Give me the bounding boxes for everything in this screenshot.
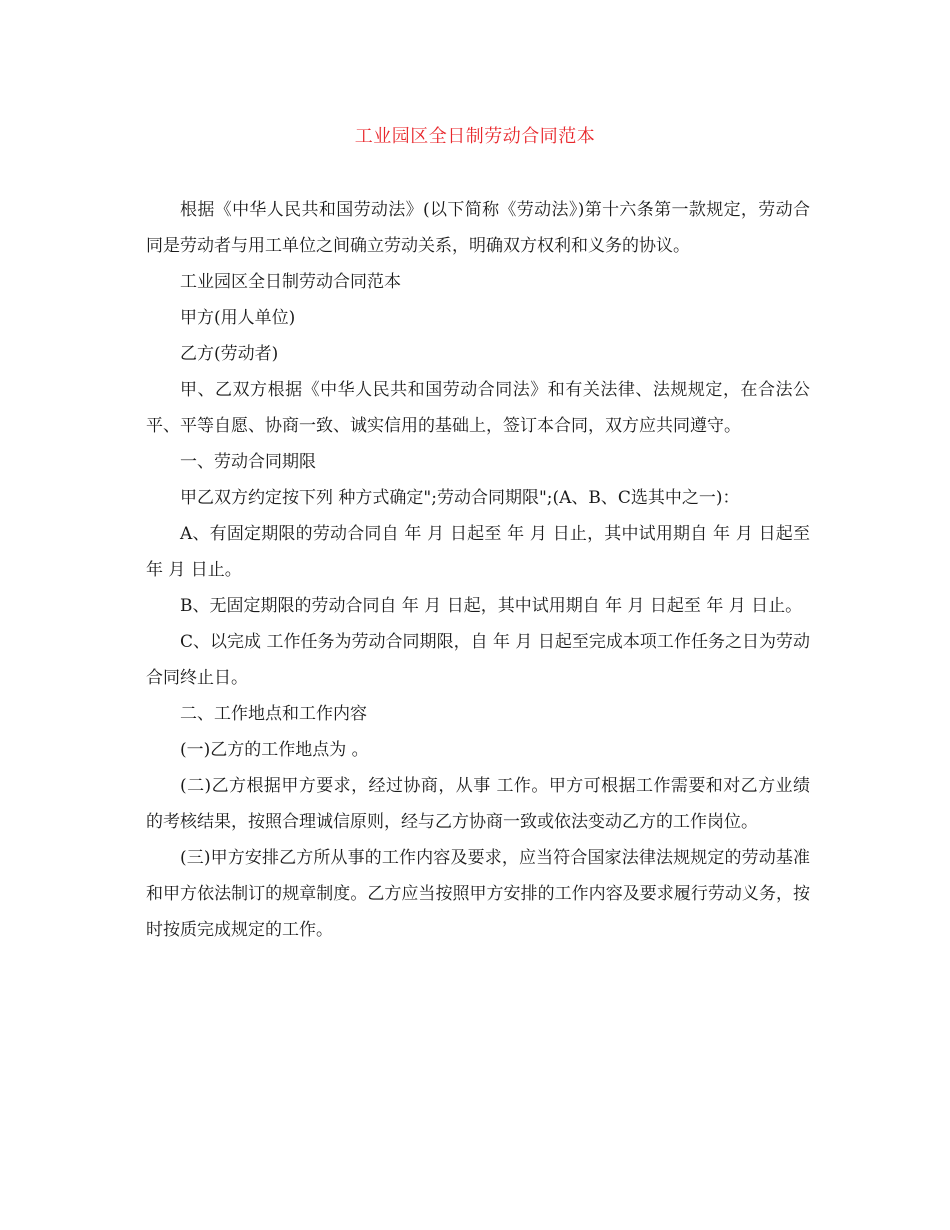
paragraph-agreement: 甲、乙双方根据《中华人民共和国劳动合同法》和有关法律、法规规定，在合法公平、平等自愿、协商一致、诚实信用的基础上，签订本合同，双方应共同遵守。 <box>146 380 810 436</box>
paragraph-party-b: 乙方(劳动者) <box>180 344 279 364</box>
paragraph-work-location: (一)乙方的工作地点为 。 <box>180 740 369 760</box>
paragraph-work-requirements: (三)甲方安排乙方所从事的工作内容及要求，应当符合国家法律法规规定的劳动基准和甲方依法制订的规章制度。乙方应当按照甲方安排的工作内容及要求履行劳动义务，按时按质完成规定的工作。 <box>146 848 810 940</box>
paragraph-term-c: C、以完成 工作任务为劳动合同期限，自 年 月 日起至完成本项工作任务之日为劳动合同终止日。 <box>146 632 810 688</box>
document-body <box>146 192 810 948</box>
paragraph-term-a: A、有固定期限的劳动合同自 年 月 日起至 年 月 日止，其中试用期自 年 月 日起至 年 月 日止。 <box>146 524 810 580</box>
paragraph-party-a: 甲方(用人单位) <box>180 308 296 328</box>
paragraph-work-duty: (二)乙方根据甲方要求，经过协商，从事 工作。甲方可根据工作需要和对乙方业绩的考核结果，按照合理诚信原则，经与乙方协商一致或依法变动乙方的工作岗位。 <box>146 776 810 832</box>
paragraph-intro: 根据《中华人民共和国劳动法》(以下简称《劳动法》)第十六条第一款规定，劳动合同是劳动者与用工单位之间确立劳动关系，明确双方权利和义务的协议。 <box>146 200 810 256</box>
section-heading-term: 一、劳动合同期限 <box>180 452 316 472</box>
paragraph-term-method: 甲乙双方约定按下列 种方式确定";劳动合同期限";(A、B、C选其中之一)： <box>180 488 740 508</box>
document-title: 工业园区全日制劳动合同范本 <box>354 126 596 147</box>
paragraph-term-b: B、无固定期限的劳动合同自 年 月 日起，其中试用期自 年 月 日起至 年 月 日止。 <box>180 596 803 616</box>
paragraph-contract-name: 工业园区全日制劳动合同范本 <box>180 272 401 292</box>
section-heading-work: 二、工作地点和工作内容 <box>180 704 367 724</box>
